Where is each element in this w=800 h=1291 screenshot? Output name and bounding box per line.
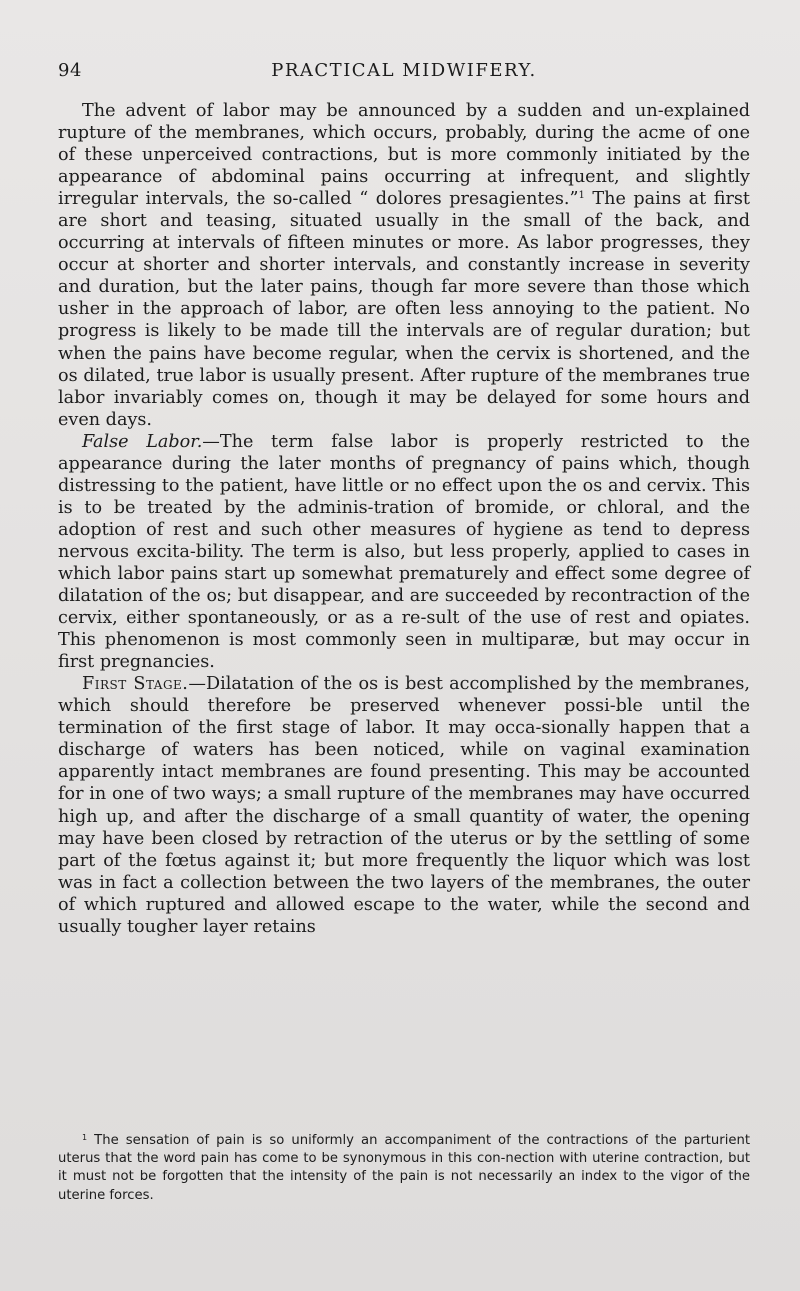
section-lead-false-labor: False Labor. xyxy=(82,431,203,452)
paragraph-first-stage xyxy=(58,673,750,938)
footnote xyxy=(58,1132,750,1205)
section-lead-first-stage: First Stage. xyxy=(82,674,189,695)
page-number: 94 xyxy=(58,60,82,81)
paragraph-text: —Dilatation of the os is best accomplished by the membranes, which should therefore be preserved whenever possi-ble until the termination of the first stage of labor. It may occa-sionally happen that a discharge of waters has been noticed, while on vaginal examination apparently intact membranes are found presenting. This may be accounted for in one of two ways; a small rupture of the membranes may have occurred high up, and after the discharge of a small quantity of water, the opening may have been closed by retraction of the uterus or by the settling of some part of the fœtus against it; but more frequently the liquor which was lost was in fact a collection between the two layers of the membranes, the outer of which ruptured and allowed escape to the water, while the second and usually tougher layer retains xyxy=(58,674,751,937)
paragraph-labor-onset xyxy=(58,100,750,431)
footnote-reference: 1 xyxy=(578,190,585,202)
footnote-marker: 1 xyxy=(82,1133,88,1142)
paragraph-text: The advent of labor may be announced by a sudden and un-explained rupture of the membranes, which occurs, probably, during the acme of one of these unperceived contractions, but is more commonly initiated by the appearance of abdominal pains occurring at infrequent, and slightly irregular intervals, the so-called “ dolores presagientes.” xyxy=(58,101,750,210)
body-text xyxy=(58,100,750,938)
paragraph-text-continued: The pains at first are short and teasing, situated usually in the small of the back, and occurring at intervals of fifteen minutes or more. As labor progresses, they occur at shorter and shorter intervals, and constantly increase in severity and duration, but the later pains, though far more severe than those which usher in the approach of labor, are often less annoying to the patient. No progress is likely to be made till the intervals are of regular duration; but when the pains have become regular, when the cervix is shortened, and the os dilated, true labor is usually present. After rupture of the membranes true labor invariably comes on, though it may be delayed for some hours and even days. xyxy=(58,189,751,430)
running-head: PRACTICAL MIDWIFERY. xyxy=(271,60,537,81)
paragraph-text: —The term false labor is properly restricted to the appearance during the later months of pregnancy of pains which, though distressing to the patient, have little or no effect upon the os and cervix. This is to be treated by the adminis-tration of bromide, or chloral, and the adoption of rest and such other measures of hygiene as tend to depress nervous excita-bility. The term is also, but less properly, applied to cases in which labor pains start up somewhat prematurely and effect some degree of dilatation of the os; but disappear, and are succeeded by recontraction of the cervix, either spontaneously, or as a re-sult of the use of rest and opiates. This phenomenon is most commonly seen in multiparæ, but may occur in first pregnancies. xyxy=(58,431,750,673)
paragraph-false-labor xyxy=(58,431,750,674)
page-header xyxy=(58,60,750,88)
footnote-text: The sensation of pain is so uniformly an accompaniment of the contractions of the parturient uterus that the word pain has come to be synonymous in this con-nection with uterine contraction, but it must not be forgotten that the intensity of the pain is not necessarily an index to the vigor of the uterine forces. xyxy=(58,1133,750,1203)
